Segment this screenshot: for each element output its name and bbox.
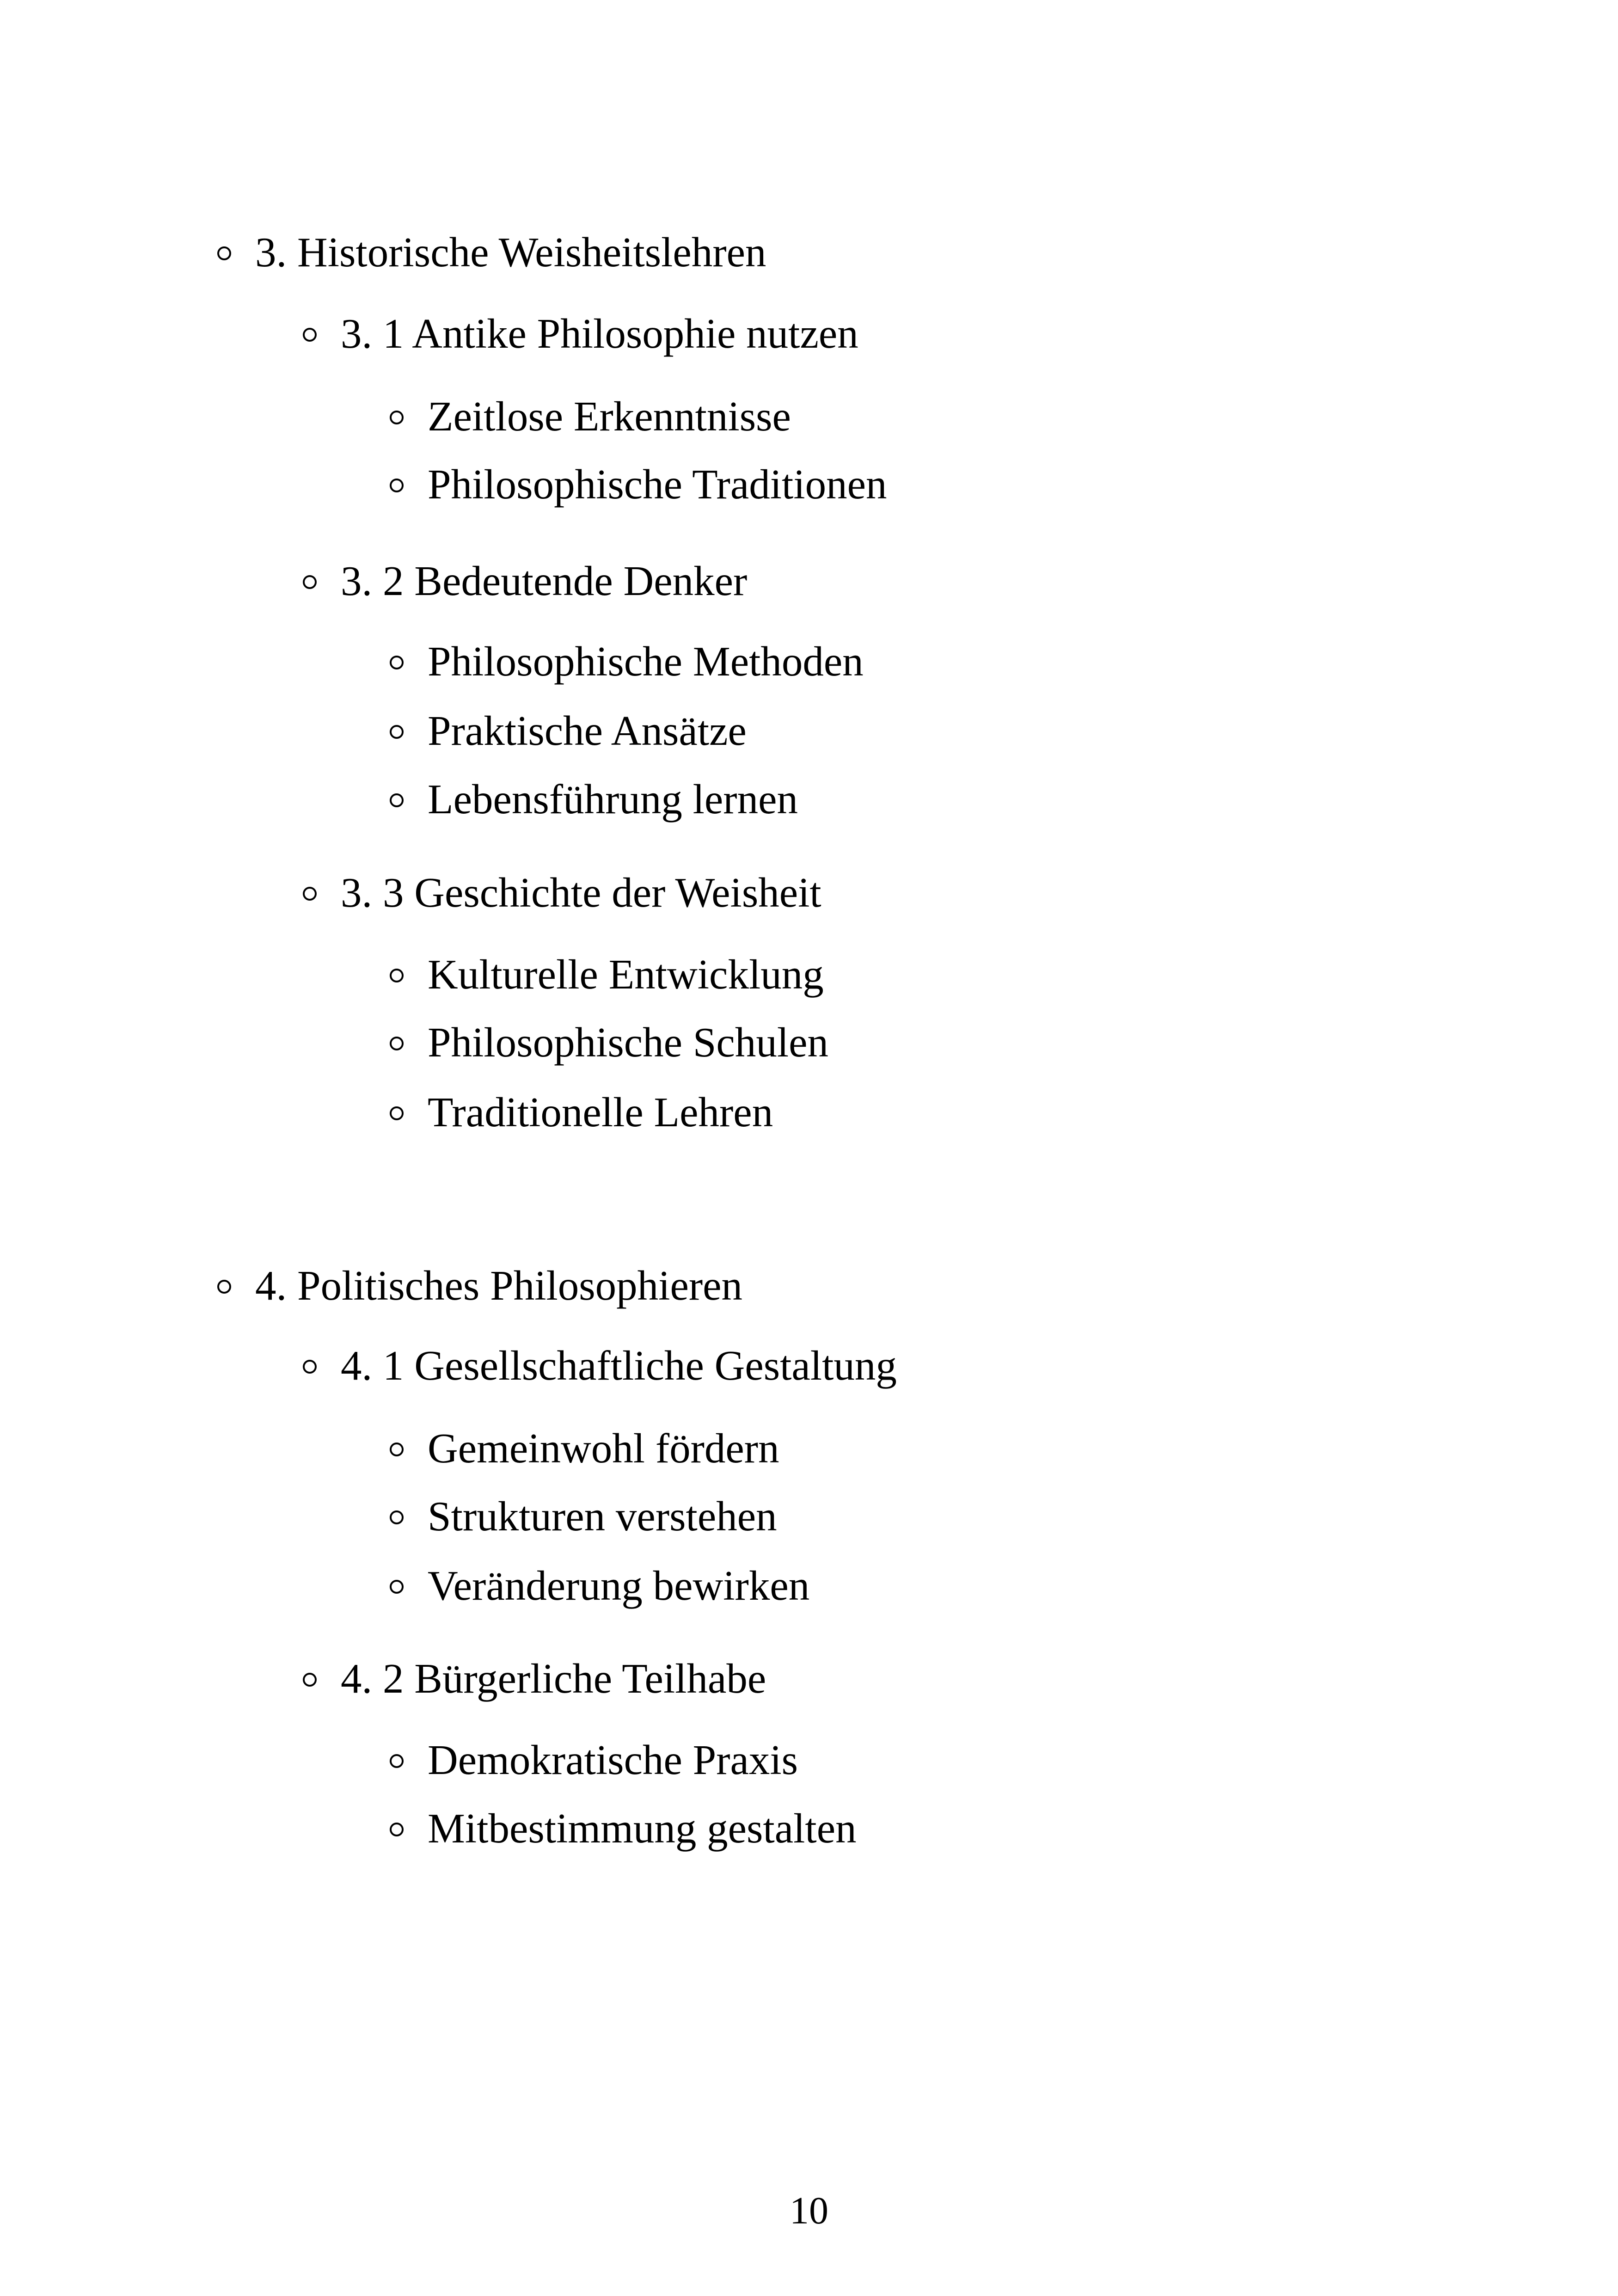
hollow-circle-bullet-icon (390, 1510, 404, 1524)
outline-item (390, 1739, 798, 1781)
hollow-circle-bullet-icon (303, 1673, 317, 1687)
outline-item (390, 1425, 779, 1472)
outline-item-section-4-2 (303, 1655, 766, 1702)
hollow-circle-bullet-icon (390, 1754, 404, 1768)
hollow-circle-bullet-icon (303, 328, 317, 342)
outline-item-label: Gemeinwohl fördern (428, 1425, 779, 1472)
outline-item-label: 3. 1 Antike Philosophie nutzen (341, 310, 858, 357)
outline-item-label: Veränderung bewirken (428, 1562, 810, 1609)
outline-item-label: 3. Historische Weisheitslehren (255, 229, 766, 276)
hollow-circle-bullet-icon (217, 246, 231, 260)
outline-item-label: Kulturelle Entwicklung (428, 951, 824, 998)
outline-item-section-3-2 (303, 560, 747, 602)
outline-item-label: 3. 2 Bedeutende Denker (341, 558, 748, 604)
hollow-circle-bullet-icon (390, 1823, 404, 1836)
hollow-circle-bullet-icon (390, 1443, 404, 1456)
outline-item-label: Zeitlose Erkenntnisse (428, 393, 791, 440)
outline-item-section-4-1 (303, 1344, 897, 1387)
outline-item (390, 1493, 777, 1540)
hollow-circle-bullet-icon (390, 1580, 404, 1594)
outline-item-section-3 (217, 229, 766, 276)
outline-item (390, 1019, 828, 1066)
outline-item (390, 393, 791, 440)
outline-item (390, 776, 798, 823)
outline-item-label: Traditionelle Lehren (428, 1089, 773, 1136)
outline-item-label: Philosophische Traditionen (428, 461, 887, 508)
outline-item-label: Mitbestimmung gestalten (428, 1805, 857, 1852)
outline-item-section-3-1 (303, 310, 858, 357)
outline-item-label: Strukturen verstehen (428, 1493, 777, 1540)
outline-item-label: 3. 3 Geschichte der Weisheit (341, 869, 821, 916)
outline-item (390, 707, 747, 754)
outline-item-label: Lebensführung lernen (428, 776, 798, 823)
outline-item (390, 1562, 810, 1609)
outline-item-section-3-3 (303, 869, 821, 916)
outline-item (390, 951, 824, 998)
outline-item-section-4 (217, 1262, 743, 1309)
hollow-circle-bullet-icon (390, 793, 404, 807)
hollow-circle-bullet-icon (390, 479, 404, 492)
page-number: 10 (790, 2189, 828, 2232)
hollow-circle-bullet-icon (390, 1106, 404, 1120)
outline-item-label: 4. 2 Bürgerliche Teilhabe (341, 1655, 766, 1702)
outline-item (390, 1805, 857, 1852)
hollow-circle-bullet-icon (390, 656, 404, 669)
outline-item-label: Philosophische Schulen (428, 1019, 828, 1066)
outline-item (390, 461, 887, 508)
hollow-circle-bullet-icon (390, 411, 404, 424)
hollow-circle-bullet-icon (303, 575, 317, 589)
outline-item-label: Philosophische Methoden (428, 638, 864, 685)
hollow-circle-bullet-icon (303, 887, 317, 901)
outline-item (390, 638, 864, 685)
outline-item-label: Praktische Ansätze (428, 707, 747, 754)
hollow-circle-bullet-icon (390, 969, 404, 982)
hollow-circle-bullet-icon (390, 1037, 404, 1050)
hollow-circle-bullet-icon (390, 725, 404, 739)
outline-item-label: 4. 1 Gesellschaftliche Gestaltung (341, 1342, 897, 1389)
outline-item-label: 4. Politisches Philosophieren (255, 1262, 743, 1309)
hollow-circle-bullet-icon (217, 1280, 231, 1294)
outline-item (390, 1089, 773, 1136)
hollow-circle-bullet-icon (303, 1360, 317, 1374)
outline-item-label: Demokratische Praxis (428, 1737, 798, 1783)
